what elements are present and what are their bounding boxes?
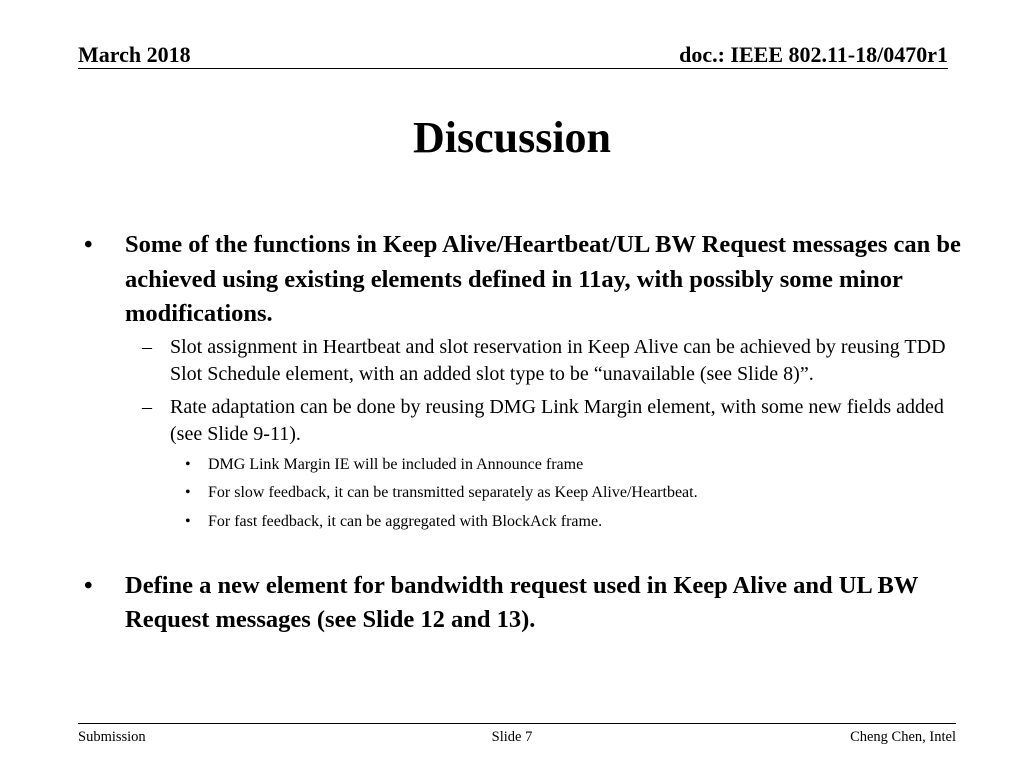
dash-marker-icon: – xyxy=(142,395,152,418)
sub-sub-bullet-item xyxy=(84,454,964,475)
footer-author: Cheng Chen, Intel xyxy=(850,729,956,745)
header-date: March 2018 xyxy=(78,42,191,67)
bullet-marker-icon: • xyxy=(84,231,93,258)
header-doc-id: doc.: IEEE 802.11-18/0470r1 xyxy=(679,42,948,67)
sub-sub-bullet-text: For slow feedback, it can be transmitted separately as Keep Alive/Heartbeat. xyxy=(208,484,698,501)
sub-sub-bullet-text: DMG Link Margin IE will be included in Announce frame xyxy=(208,455,584,473)
sub-sub-bullet-item xyxy=(84,482,964,503)
bullet-item xyxy=(84,228,964,332)
bullet-text: Some of the functions in Keep Alive/Heartbeat/UL BW Request messages can be achieved using existing elements defined in 11ay, with possibly some minor modifications. xyxy=(125,231,961,327)
sub-sub-bullet-item xyxy=(84,511,964,532)
slide-body xyxy=(84,228,964,638)
bullet-marker-icon: • xyxy=(185,455,191,473)
sub-bullet-item xyxy=(84,394,964,448)
slide-title: Discussion xyxy=(412,113,612,162)
footer-slide-number: Slide 7 xyxy=(491,729,533,745)
sub-bullet-item xyxy=(84,334,964,388)
sub-bullet-text: Slot assignment in Heartbeat and slot reservation in Keep Alive can be achieved by reusing TDD Slot Schedule element, with an added slot type to be “unavailable (see Slide 8)”. xyxy=(170,335,946,385)
footer-submission: Submission xyxy=(78,729,146,745)
sub-sub-bullet-text: For fast feedback, it can be aggregated with BlockAck frame. xyxy=(208,512,603,530)
footer-divider xyxy=(78,723,956,724)
bullet-marker-icon: • xyxy=(185,512,191,530)
dash-marker-icon: – xyxy=(142,335,152,358)
bullet-marker-icon: • xyxy=(84,571,93,599)
bullet-item xyxy=(84,569,964,638)
header-divider xyxy=(78,68,948,69)
bullet-text: Define a new element for bandwidth request used in Keep Alive and UL BW Request messages (see Slide 12 and 13). xyxy=(125,571,918,633)
sub-bullet-text: Rate adaptation can be done by reusing DMG Link Margin element, with some new fields added (see Slide 9-11). xyxy=(170,395,944,445)
bullet-marker-icon: • xyxy=(185,484,191,501)
